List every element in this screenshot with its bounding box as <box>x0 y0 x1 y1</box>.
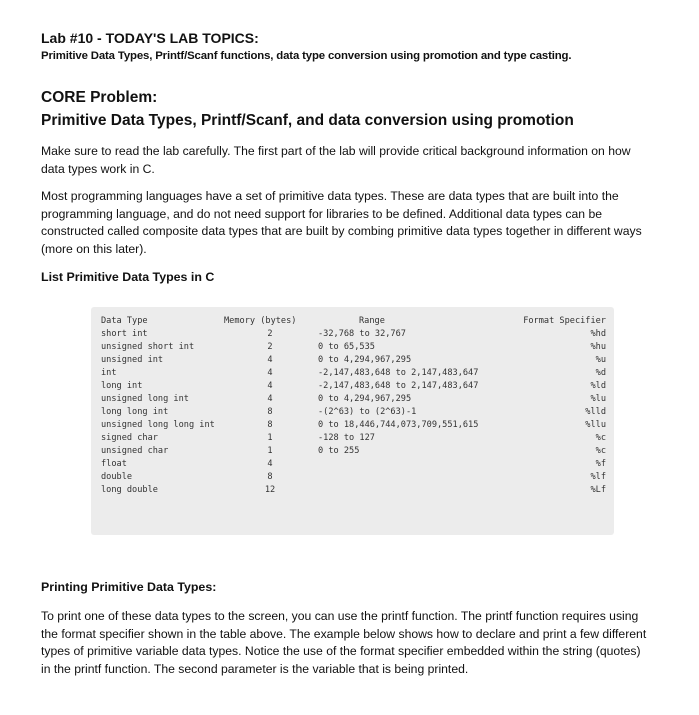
memory-cell: 4 <box>267 368 273 378</box>
table-row <box>91 367 614 379</box>
header-format: Format Specifier <box>523 316 606 326</box>
core-title: Primitive Data Types, Printf/Scanf, and data conversion using promotion <box>41 112 574 129</box>
format-cell: %f <box>595 459 606 469</box>
table-row <box>91 471 614 483</box>
format-cell: %Lf <box>590 485 606 495</box>
memory-cell: 12 <box>264 485 276 495</box>
type-cell: unsigned short int <box>101 342 195 352</box>
table-row <box>91 328 614 340</box>
memory-cell: 4 <box>267 459 273 469</box>
type-cell: unsigned long long int <box>101 420 215 430</box>
list-heading: List Primitive Data Types in C <box>41 270 215 284</box>
memory-cell: 8 <box>267 407 273 417</box>
range-cell: 0 to 4,294,967,295 <box>318 355 412 365</box>
type-cell: long int <box>101 381 143 391</box>
type-cell: unsigned int <box>101 355 164 365</box>
format-cell: %lu <box>590 394 606 404</box>
range-cell: -32,768 to 32,767 <box>318 329 406 339</box>
type-cell: double <box>101 472 133 482</box>
range-cell: -2,147,483,648 to 2,147,483,647 <box>318 368 479 378</box>
range-cell: -128 to 127 <box>318 433 375 443</box>
memory-cell: 8 <box>267 420 273 430</box>
memory-cell: 8 <box>267 472 273 482</box>
header-type: Data Type <box>101 316 148 326</box>
memory-cell: 4 <box>267 355 273 365</box>
table-row <box>91 380 614 392</box>
format-cell: %lld <box>585 407 606 417</box>
languages-paragraph: Most programming languages have a set of primitive data types. These are data types that are built into the programming language, and do not need support for libraries to be defined. Additional data types can be constructed called composite data types that are built by combing primitive data types together in different ways (more on this later). <box>41 189 642 256</box>
table-row <box>91 445 614 457</box>
type-cell: unsigned long int <box>101 394 189 404</box>
table-row <box>91 354 614 366</box>
printing-paragraph: To print one of these data types to the screen, you can use the printf function. The printf function requires using the format specifier shown in the table above. The example below shows how to declare and print a few different types of primitive variable data types. Notice the use of the format specifier embedded within the string (quotes) in the printf function. The second parameter is the variable that is being printed. <box>41 609 647 676</box>
table-row <box>91 419 614 431</box>
range-cell: 0 to 4,294,967,295 <box>318 394 412 404</box>
range-cell: 0 to 255 <box>318 446 360 456</box>
memory-cell: 4 <box>267 381 273 391</box>
data-types-table <box>91 307 614 535</box>
format-cell: %c <box>595 433 606 443</box>
type-cell: long double <box>101 485 158 495</box>
intro-paragraph: Make sure to read the lab carefully. The first part of the lab will provide critical background information on how data types work in C. <box>41 144 631 176</box>
memory-cell: 1 <box>267 433 273 443</box>
type-cell: int <box>101 368 117 378</box>
format-cell: %llu <box>585 420 606 430</box>
format-cell: %d <box>595 368 606 378</box>
table-row <box>91 484 614 496</box>
memory-cell: 4 <box>267 394 273 404</box>
table-row <box>91 458 614 470</box>
type-cell: unsigned char <box>101 446 169 456</box>
format-cell: %lf <box>590 472 606 482</box>
table-row <box>91 393 614 405</box>
range-cell: 0 to 65,535 <box>318 342 375 352</box>
type-cell: float <box>101 459 127 469</box>
format-cell: %hd <box>590 329 606 339</box>
type-cell: signed char <box>101 433 158 443</box>
type-cell: short int <box>101 329 148 339</box>
header-memory: Memory (bytes) <box>224 316 297 326</box>
table-row <box>91 406 614 418</box>
format-cell: %c <box>595 446 606 456</box>
range-cell: -2,147,483,648 to 2,147,483,647 <box>318 381 479 391</box>
table-header-row <box>91 315 614 327</box>
format-cell: %hu <box>590 342 606 352</box>
table-row <box>91 341 614 353</box>
memory-cell: 2 <box>267 342 273 352</box>
type-cell: long long int <box>101 407 169 417</box>
printing-heading: Printing Primitive Data Types: <box>41 580 217 594</box>
memory-cell: 2 <box>267 329 273 339</box>
format-cell: %u <box>595 355 606 365</box>
table-row <box>91 432 614 444</box>
lab-subtitle: Primitive Data Types, Printf/Scanf functions, data type conversion using promotion and type casting. <box>41 50 572 62</box>
header-range: Range <box>359 316 385 326</box>
lab-title: Lab #10 - TODAY'S LAB TOPICS: <box>41 30 259 46</box>
memory-cell: 1 <box>267 446 273 456</box>
range-cell: 0 to 18,446,744,073,709,551,615 <box>318 420 479 430</box>
format-cell: %ld <box>590 381 606 391</box>
range-cell: -(2^63) to (2^63)-1 <box>318 407 417 417</box>
core-label: CORE Problem: <box>41 89 158 106</box>
